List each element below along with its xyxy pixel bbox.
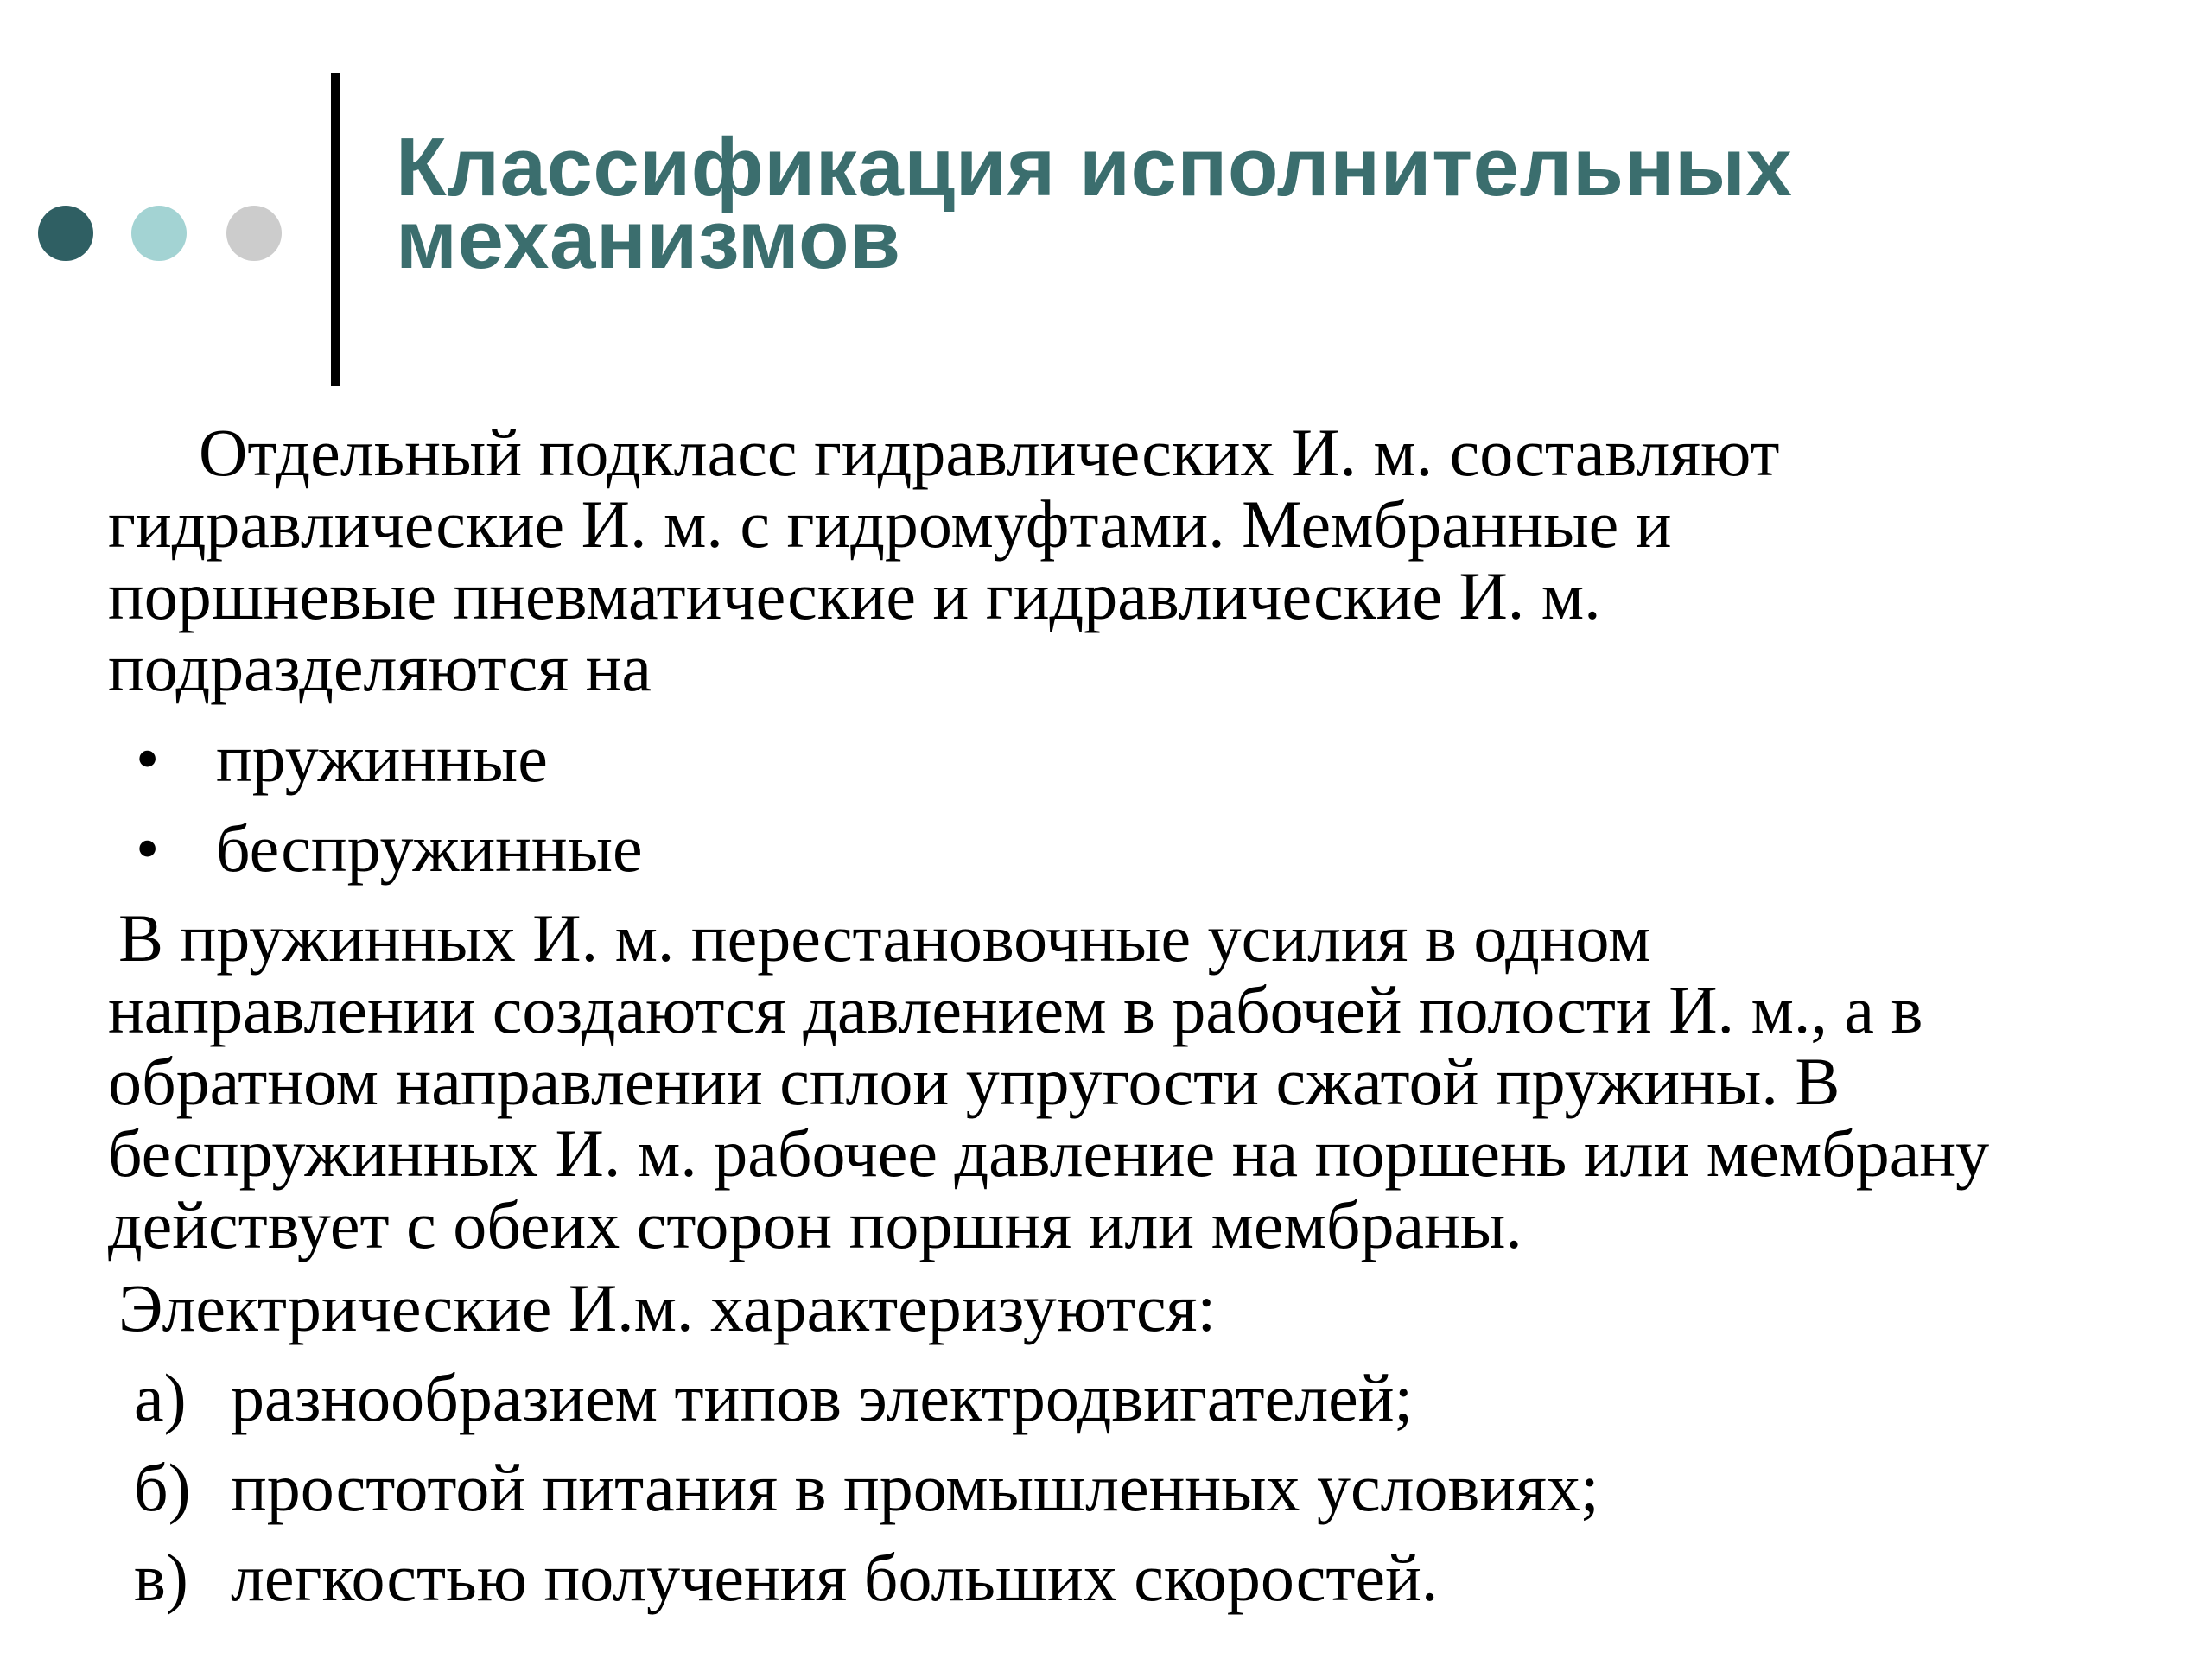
enum-text: простотой питания в промышленных условиях; — [231, 1450, 1599, 1525]
enum-marker: а) — [134, 1360, 187, 1435]
enum-marker: в) — [134, 1540, 188, 1615]
bullet-text: беспружинные — [216, 810, 643, 886]
text-line: гидравлические И. м. с гидромуфтами. Мембранные и — [108, 486, 1672, 562]
slide-title — [396, 121, 2124, 286]
decorative-dot-light — [131, 206, 187, 261]
title-divider-line — [331, 73, 340, 386]
text-line: В пружинных И. м. перестановочные усилия в одном — [118, 900, 1651, 976]
bullet-marker: • — [136, 810, 160, 886]
enum-text: разнообразием типов электродвигателей; — [231, 1360, 1414, 1435]
decorative-dot-dark — [38, 206, 93, 261]
paragraph-hydraulic-subclass — [108, 416, 2199, 703]
text-line: подразделяются на — [108, 630, 652, 705]
bullet-marker: • — [136, 721, 160, 796]
text-line: действует с обеих сторон поршня или мембраны. — [108, 1187, 1522, 1262]
paragraph-spring-mechanisms — [108, 902, 2199, 1261]
decorative-dot-grey — [226, 206, 282, 261]
text-line: беспружинных И. м. рабочее давление на поршень или мембрану — [108, 1116, 1990, 1191]
text-line: обратном направлении сплои упругости сжатой пружины. В — [108, 1044, 1840, 1119]
text-line: Отдельный подкласс гидравлических И. м. составляют — [199, 415, 1780, 490]
text-line: направлении создаются давлением в рабочей полости И. м., а в — [108, 972, 1923, 1047]
text-line: поршневые пневматические и гидравлические И. м. — [108, 558, 1601, 633]
paragraph-electric-intro: Электрические И.м. характеризуются: — [118, 1270, 1217, 1345]
enum-text: легкостью получения больших скоростей. — [231, 1540, 1439, 1615]
title-line-2: механизмов — [396, 194, 901, 286]
enum-marker: б) — [134, 1450, 191, 1525]
title-line-1: Классификация исполнительных — [396, 121, 1793, 213]
bullet-text: пружинные — [216, 721, 548, 796]
